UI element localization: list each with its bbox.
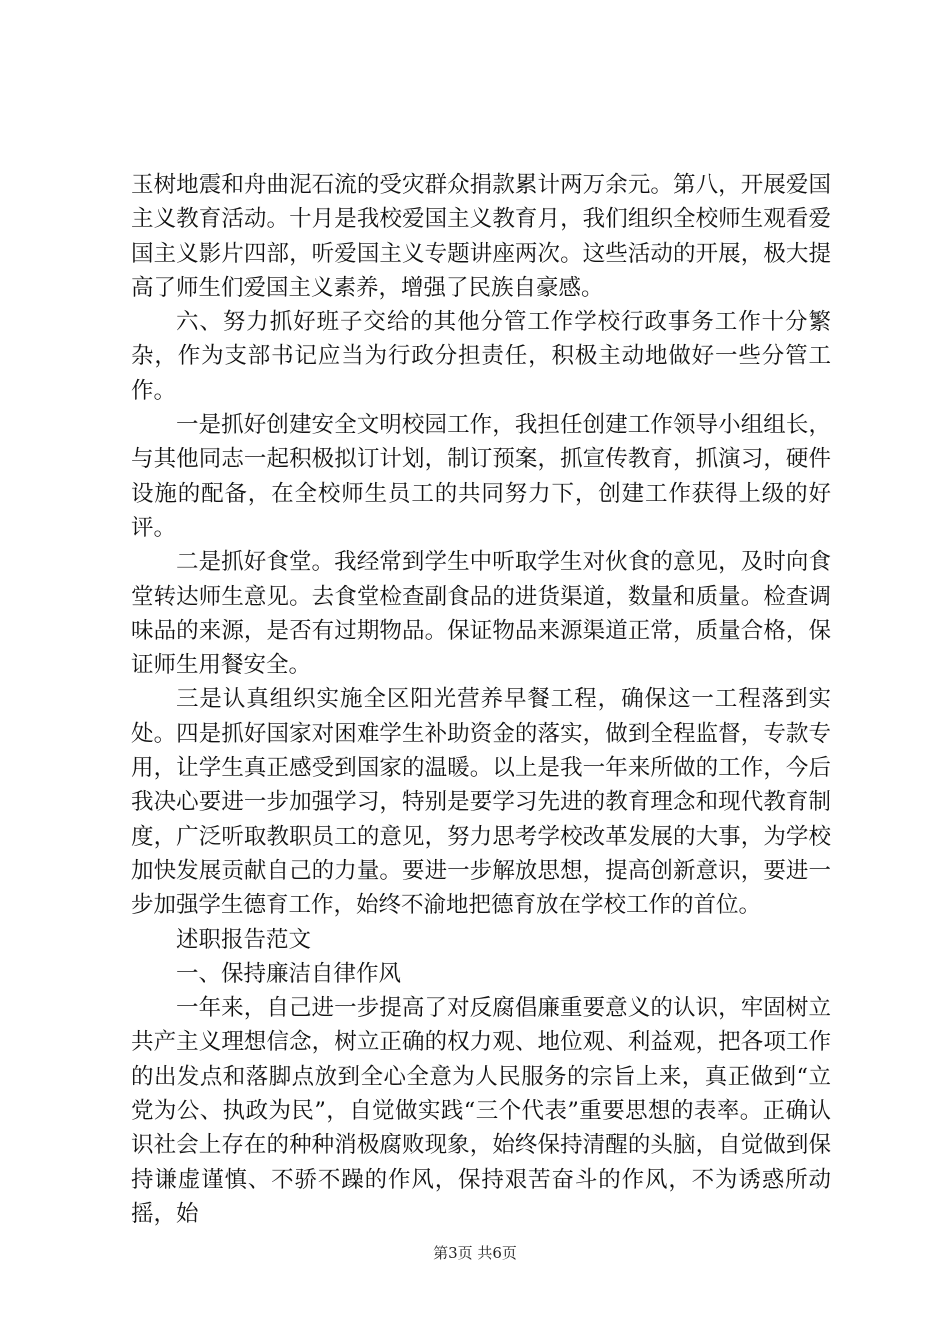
section-heading-report: 述职报告范文 [176, 926, 312, 953]
paragraph-5: 三是认真组织实施全区阳光营养早餐工程，确保这一工程落到实处。四是抓好国家对困难学生补助资金的落实，做到全程监督，专款专用，让学生真正感受到国家的温暖。以上是我一年来所做的工作，今后我决心要进一步加强学习，特别是要学习先进的教育理念和现代教育制度，广泛听取教职员工的意见，努力思考学校改革发展的大事，为学校加快发展贡献自己的力量。要进一步解放思想，提高创新意识，要进一步加强学生德育工作，始终不渝地把德育放在学校工作的首位。 [131, 686, 831, 919]
paragraph-1: 玉树地震和舟曲泥石流的受灾群众捐款累计两万余元。第八，开展爱国主义教育活动。十月是我校爱国主义教育月，我们组织全校师生观看爱国主义影片四部，听爱国主义专题讲座两次。这些活动的开展，极大提高了师生们爱国主义素养，增强了民族自豪感。 [131, 172, 831, 301]
paragraph-8: 一年来，自己进一步提高了对反腐倡廉重要意义的认识，牢固树立共产主义理想信念，树立正确的权力观、地位观、利益观，把各项工作的出发点和落脚点放到全心全意为人民服务的宗旨上来，真正做到“立党为公、执政为民”，自觉做实践“三个代表”重要思想的表率。正确认识社会上存在的种种消极腐败现象，始终保持清醒的头脑，自觉做到保持谦虚谨慎、不骄不躁的作风，保持艰苦奋斗的作风，不为诱惑所动摇，始 [131, 995, 831, 1227]
paragraph-4: 二是抓好食堂。我经常到学生中听取学生对伙食的意见，及时向食堂转达师生意见。去食堂检查副食品的进货渠道，数量和质量。检查调味品的来源，是否有过期物品。保证物品来源渠道正常，质量合格，保证师生用餐安全。 [131, 549, 831, 679]
section-heading-integrity: 一、保持廉洁自律作风 [176, 960, 402, 987]
paragraph-3: 一是抓好创建安全文明校园工作，我担任创建工作领导小组组长，与其他同志一起积极拟订计划，制订预案，抓宣传教育，抓演习，硬件设施的配备，在全校师生员工的共同努力下，创建工作获得上级的好评。 [131, 412, 831, 541]
paragraph-2: 六、努力抓好班子交给的其他分管工作学校行政事务工作十分繁杂，作为支部书记应当为行政分担责任，积极主动地做好一些分管工作。 [131, 309, 831, 404]
page-number-footer: 第3页 共6页 [433, 1244, 517, 1262]
document-body [131, 168, 831, 1231]
